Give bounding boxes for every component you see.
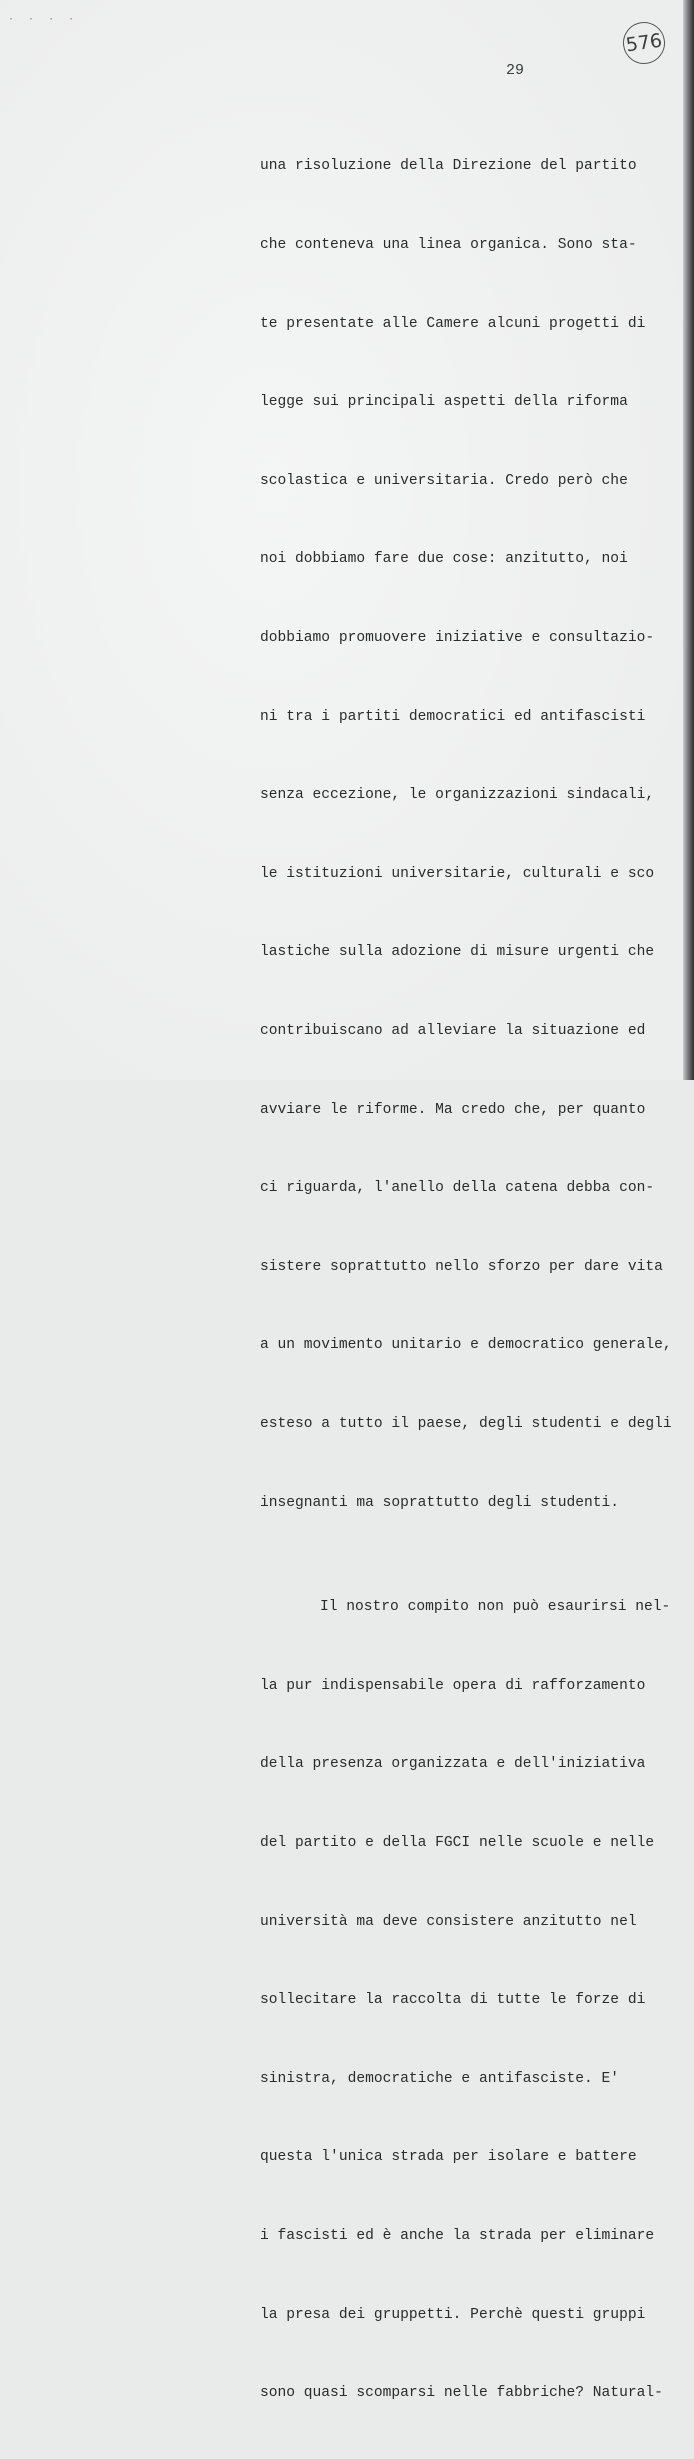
text-line: esteso a tutto il paese, degli studenti e degli: [260, 1415, 672, 1432]
margin-specks: · · · ·: [8, 14, 79, 25]
text-line: Il nostro compito non può esaurirsi nel-: [320, 1599, 671, 1616]
text-line: i fascisti ed è anche la strada per eliminare: [260, 2228, 655, 2245]
text-line: la presa dei gruppetti. Perchè questi gruppi: [260, 2306, 646, 2323]
text-line: della presenza organizzata e dell'iniziativa: [260, 1756, 646, 1773]
text-line: sinistra, democratiche e antifasciste. E': [260, 2070, 620, 2087]
text-line: a un movimento unitario e democratico generale,: [260, 1337, 672, 1354]
text-line: questa l'unica strada per isolare e battere: [260, 2149, 637, 2166]
text-line: del partito e della FGCI nelle scuole e nelle: [260, 1835, 655, 1852]
text-line: insegnanti ma soprattutto degli studenti.: [260, 1494, 620, 1511]
text-line: la pur indispensabile opera di rafforzamento: [260, 1677, 646, 1694]
text-line: una risoluzione della Direzione del partito: [260, 158, 637, 175]
text-line: dobbiamo promuovere iniziative e consultazio-: [260, 629, 655, 646]
text-line: avviare le riforme. Ma credo che, per quanto: [260, 1101, 646, 1118]
text-line: te presentate alle Camere alcuni progetti di: [260, 315, 646, 332]
text-line: ni tra i partiti democratici ed antifascisti: [260, 708, 646, 725]
text-line: legge sui principali aspetti della riforma: [260, 394, 628, 411]
text-line: contribuiscano ad alleviare la situazione ed: [260, 1022, 646, 1039]
text-line: sollecitare la raccolta di tutte le forze di: [260, 1992, 646, 2009]
text-line: le istituzioni universitarie, culturali e sco: [260, 865, 655, 882]
body-text: [260, 101, 678, 2459]
page-number: 29: [506, 62, 525, 79]
text-line: senza eccezione, le organizzazioni sindacali,: [260, 787, 655, 804]
text-line: che conteneva una linea organica. Sono sta-: [260, 237, 637, 253]
text-line: noi dobbiamo fare due cose: anzitutto, noi: [260, 551, 628, 568]
text-line: sono quasi scomparsi nelle fabbriche? Natural-: [260, 2385, 663, 2402]
page-edge-shadow: [683, 0, 694, 1080]
text-line: lastiche sulla adozione di misure urgenti che: [260, 944, 655, 961]
text-line: scolastica e universitaria. Credo però che: [260, 472, 628, 489]
archive-stamp: 576: [620, 19, 667, 66]
text-line: ci riguarda, l'anello della catena debba con-: [260, 1180, 655, 1197]
text-line: sistere soprattutto nello sforzo per dare vita: [260, 1258, 663, 1275]
text-line: università ma deve consistere anzitutto nel: [260, 1913, 637, 1930]
